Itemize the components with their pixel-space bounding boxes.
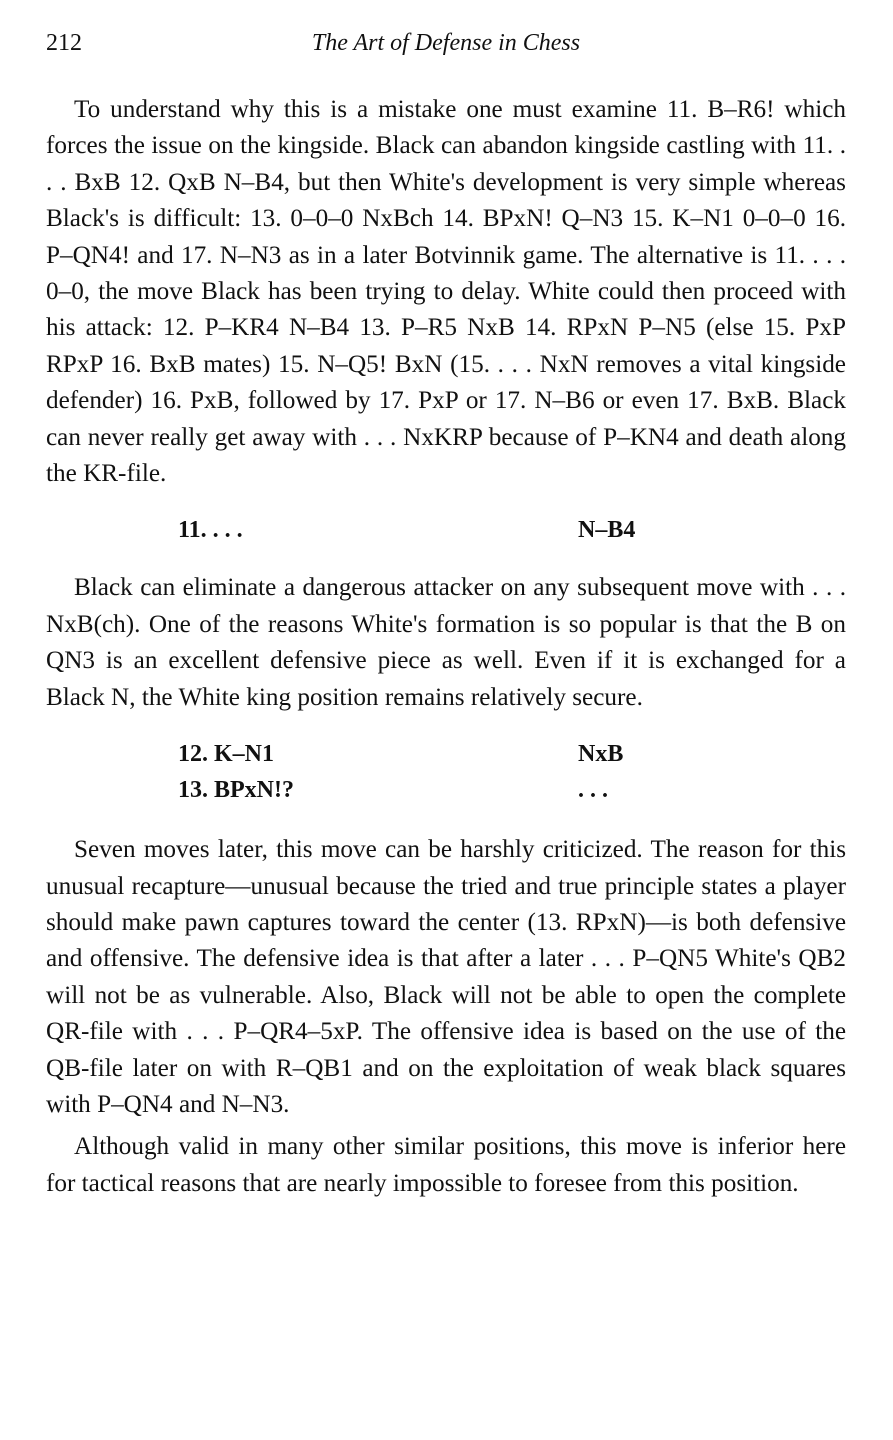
move-row [46, 736, 846, 772]
move-row [46, 512, 846, 548]
black-move: NxB [578, 741, 624, 768]
move-block-11 [46, 512, 846, 548]
paragraph-recapture-critique: Seven moves later, this move can be harshly criticized. The reason for this unusual recapture—unusual because the tried and true principle states a player should make pawn captures toward the center (13. RPxN)—is both defensive and offensive. The defensive idea is that after a later . . . P–QN5 White's QB2 will not be as vulnerable. Also, Black will not be able to open the complete QR-file with . . . P–QR4–5xP. The offensive idea is based on the use of the QB-file later on with R–QB1 and on the exploitation of weak black squares with P–QN4 and N–N3. [46, 836, 846, 1118]
page-number: 212 [46, 30, 82, 56]
white-move: 12. K–N1 [178, 741, 274, 768]
white-move: 13. BPxN!? [178, 777, 294, 804]
book-page [46, 30, 846, 1202]
move-block-12-13 [46, 736, 846, 808]
paragraph-nxb-idea: Black can eliminate a dangerous attacker on any subsequent move with . . . NxB(ch). One of the reasons White's formation is so popular is that the B on QN3 is an excellent defensive piece as well. Even if it is exchanged for a Black N, the White king position remains relatively secure. [46, 574, 846, 711]
black-move: . . . [578, 777, 608, 804]
move-row [46, 772, 846, 808]
paragraph-conclusion: Although valid in many other similar positions, this move is inferior here for tactical reasons that are nearly impossible to foresee from this position. [46, 1133, 846, 1197]
black-move: N–B4 [578, 517, 636, 544]
running-head [46, 30, 846, 70]
book-title: The Art of Defense in Chess [311, 30, 581, 56]
paragraph-analysis-move-11: To understand why this is a mistake one must examine 11. B–R6! which forces the issue on the kingside. Black can abandon kingside castling with 11. . . . BxB 12. QxB N–B4, but then White's development is very simple whereas Black's is difficult: 13. 0–0–0 NxBch 14. BPxN! Q–N3 15. K–N1 0–0–0 16. P–QN4! and 17. N–N3 as in a later Botvinnik game. The alternative is 11. . . . 0–0, the move Black has been trying to delay. White could then proceed with his attack: 12. P–KR4 N–B4 13. P–R5 NxB 14. RPxN P–N5 (else 15. PxP RPxP 16. BxB mates) 15. N–Q5! BxN (15. . . . NxN removes a vital kingside defender) 16. PxB, followed by 17. PxP or 17. N–B6 or even 17. BxB. Black can never really get away with . . . NxKRP because of P–KN4 and death along the KR-file. [46, 96, 846, 488]
white-move: 11. . . . [178, 517, 243, 544]
